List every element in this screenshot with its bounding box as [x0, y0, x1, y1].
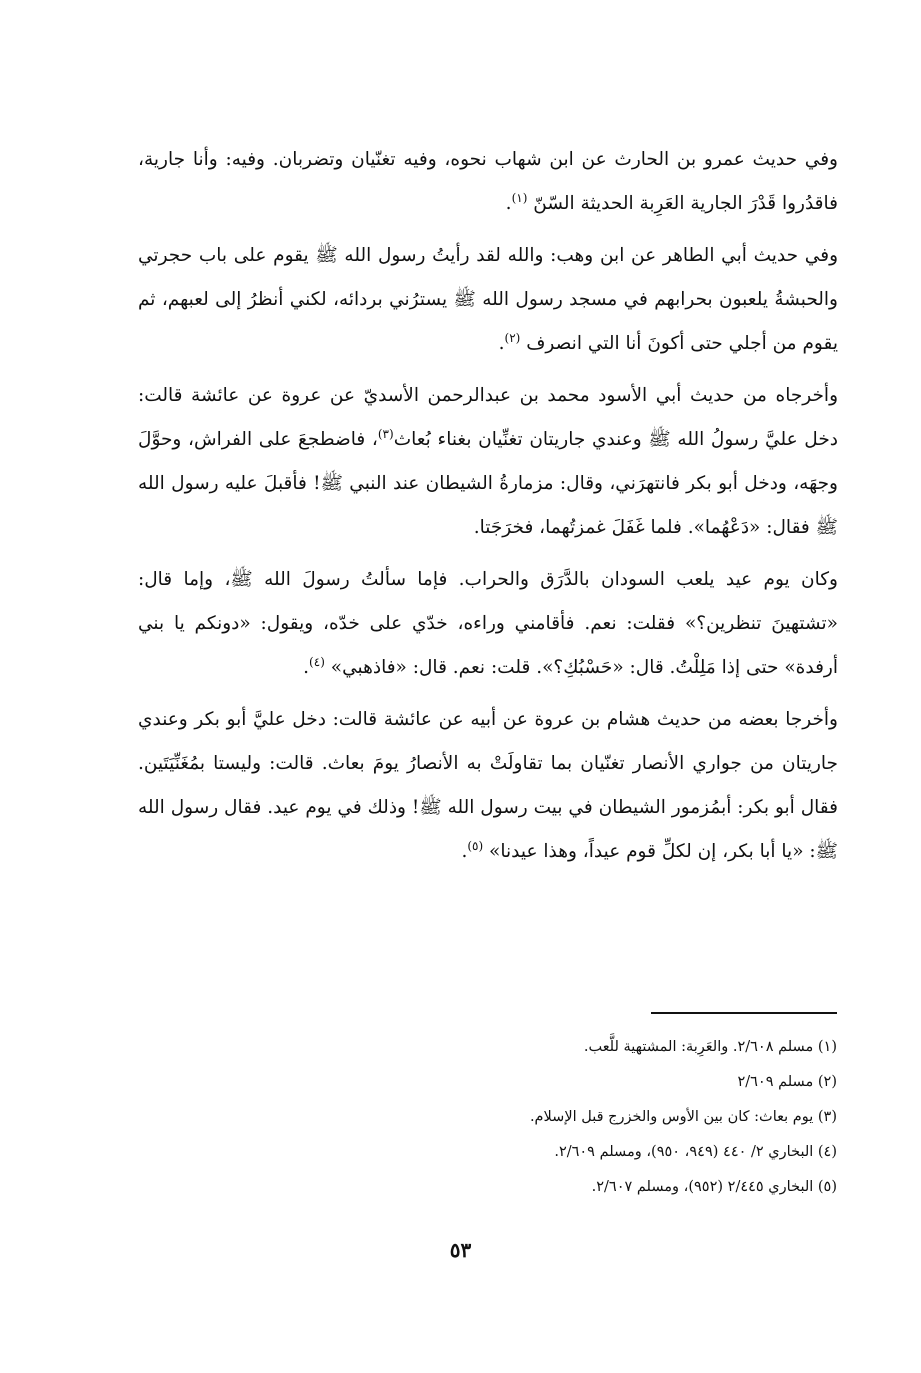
footnote-ref: (٤) — [309, 654, 325, 669]
footnote-4: (٤) البخاري ٢/ ٤٤٠ (٩٤٩، ٩٥٠)، ومسلم ٢/٦٠٩. — [554, 1144, 837, 1160]
footnote-3: (٣) يوم بعاث: كان بين الأوس والخزرج قبل الإسلام. — [529, 1109, 837, 1125]
paragraph-text: وفي حديث أبي الطاهر عن ابن وهب: والله لقد رأيتُ رسول الله ﷺ يقوم على باب حجرتي والحبشةُ يلعبون بحرابهم في مسجد رسول الله ﷺ يسترُني بردائه، لكني أنظرُ إلى لعبهم، ثم يقوم من أجلي حتى أكونَ أنا التي انصرف — [138, 245, 838, 354]
paragraph-end: . — [498, 333, 505, 354]
paragraph-text: وأخرجا بعضه من حديث هشام بن عروة عن أبيه عن عائشة قالت: دخل عليَّ أبو بكر وعندي جاريتان من جواري الأنصار تغنّيان بما تقاولَتْ به الأنصارُ يومَ بعاث. قالت: وليستا بمُغَنِّيَتَين. فقال أبو بكر: أبمُزمور الشيطان في بيت رسول الله ﷺ! وذلك في يوم عيد. فقال رسول الله ﷺ: «يا أبا بكر، إن لكلِّ قوم عيداً، وهذا عيدنا» — [138, 709, 838, 862]
footnote-2: (٢) مسلم ٢/٦٠٩ — [737, 1074, 837, 1090]
paragraph-end: . — [461, 841, 468, 862]
main-text — [138, 138, 838, 882]
footnote-ref: (٢) — [504, 330, 521, 345]
footnote-ref: (٥) — [467, 838, 484, 853]
paragraph-2 — [138, 234, 838, 366]
paragraph-5 — [138, 698, 838, 874]
page-number: ٥٣ — [449, 1238, 472, 1262]
footnote-divider — [651, 1012, 837, 1014]
paragraph-end: . — [505, 193, 512, 214]
footnote-ref: (٣) — [377, 426, 394, 441]
paragraph-text: وأخرجاه من حديث أبي الأسود محمد بن عبدالرحمن الأسديّ عن عروة عن عائشة قالت: دخل عليَّ رسولُ الله ﷺ وعندي جاريتان تغنِّيان بغناء بُعاث — [138, 385, 838, 450]
paragraph-end: ، فاضطجعَ على الفراش، وحوَّلَ وجهَه، ودخل أبو بكر فانتهرَني، وقال: مزمارةُ الشيطان عند النبي ﷺ! فأقبلَ عليه رسول الله ﷺ فقال: «دَعْهُما». فلما غَفَلَ غمزتُهما، فخرَجَتا. — [138, 429, 838, 538]
footnote-5: (٥) البخاري ٢/٤٤٥ (٩٥٢)، ومسلم ٢/٦٠٧. — [591, 1179, 837, 1195]
paragraph-end: . — [303, 657, 310, 678]
paragraph-text: وفي حديث عمرو بن الحارث عن ابن شهاب نحوه، وفيه تغنّيان وتضربان. وفيه: وأنا جارية، فاقدُروا قَدْرَ الجارية العَرِبة الحديثة السّنّ — [138, 149, 838, 214]
paragraph-4 — [138, 558, 838, 690]
footnote-ref: (١) — [511, 190, 528, 205]
footnotes — [138, 1030, 837, 1205]
paragraph-text: وكان يوم عيد يلعب السودان بالدَّرَق والحراب. فإما سألتُ رسولَ الله ﷺ، وإما قال: «تشتهينَ تنظرين؟» فقلت: نعم. فأقامني وراءه، خدّي على خدّه، ويقول: «دونكم يا بني أرفدة» حتى إذا مَلِلْتُ. قال: «حَسْبُكِ؟». قلت: نعم. قال: «فاذهبي» — [138, 569, 838, 678]
paragraph-1 — [138, 138, 838, 226]
footnote-1: (١) مسلم ٢/٦٠٨. والعَرِبة: المشتهية للَّعب. — [583, 1039, 837, 1055]
paragraph-3 — [138, 374, 838, 550]
